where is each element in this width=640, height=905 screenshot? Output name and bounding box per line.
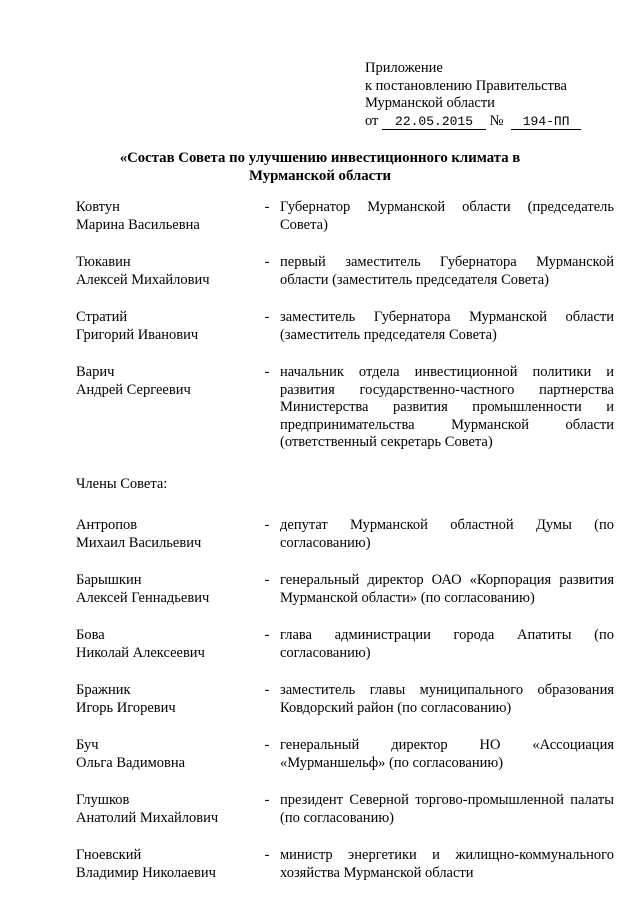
member-given-name: Алексей Михайлович bbox=[76, 271, 210, 288]
dash-separator: - bbox=[264, 364, 270, 380]
member-given-name: Ольга Вадимовна bbox=[76, 754, 186, 771]
dash-separator: - bbox=[264, 254, 270, 270]
roster-row bbox=[76, 254, 614, 289]
member-position: депутат Мурманской областной Думы (по согласованию) bbox=[280, 517, 614, 551]
dash-separator: - bbox=[264, 199, 270, 215]
member-given-name: Николай Алексеевич bbox=[76, 644, 205, 661]
attachment-line-1: Приложение bbox=[365, 60, 443, 76]
member-given-name: Анатолий Михайлович bbox=[76, 809, 219, 826]
from-label: от bbox=[365, 112, 379, 129]
member-position: начальник отдела инвестиционной политики и развития государственно-частного партнерства Министерства развития промышленности и предпринимательства Мурманской области (ответственный секретарь Совета) bbox=[280, 364, 614, 450]
member-name bbox=[76, 199, 254, 234]
dash-separator: - bbox=[264, 517, 270, 533]
member-given-name: Марина Васильевна bbox=[76, 216, 200, 233]
member-name bbox=[76, 737, 254, 772]
member-position: первый заместитель Губернатора Мурманской области (заместитель председателя Совета) bbox=[280, 254, 614, 288]
dash-separator: - bbox=[264, 737, 270, 753]
member-surname: Буч bbox=[76, 737, 99, 753]
member-surname: Стратий bbox=[76, 309, 128, 325]
member-surname: Барышкин bbox=[76, 572, 142, 588]
dash-separator: - bbox=[264, 847, 270, 863]
title-line-1: «Состав Совета по улучшению инвестиционного климата в bbox=[119, 150, 521, 166]
member-name bbox=[76, 517, 254, 552]
document-title bbox=[60, 150, 580, 185]
roster-row bbox=[76, 847, 614, 882]
member-given-name: Игорь Игоревич bbox=[76, 699, 176, 716]
roster-row bbox=[76, 309, 614, 344]
member-given-name: Михаил Васильевич bbox=[76, 534, 202, 551]
roster-row bbox=[76, 364, 614, 452]
member-position: Губернатор Мурманской области (председатель Совета) bbox=[280, 199, 614, 233]
member-surname: Варич bbox=[76, 364, 115, 380]
roster-row bbox=[76, 792, 614, 827]
member-position: президент Северной торгово-промышленной палаты (по согласованию) bbox=[280, 792, 614, 826]
resolution-number: 194-ПП bbox=[511, 114, 581, 130]
dash-separator: - bbox=[264, 309, 270, 325]
member-given-name: Алексей Геннадьевич bbox=[76, 589, 210, 606]
member-surname: Глушков bbox=[76, 792, 130, 808]
member-name bbox=[76, 627, 254, 662]
member-position: глава администрации города Апатиты (по согласованию) bbox=[280, 627, 614, 661]
member-name bbox=[76, 364, 254, 452]
members-section-label: Члены Совета: bbox=[76, 475, 168, 492]
member-given-name: Владимир Николаевич bbox=[76, 864, 216, 881]
resolution-date: 22.05.2015 bbox=[382, 114, 486, 130]
member-position: генеральный директор ОАО «Корпорация развития Мурманской области» (по согласованию) bbox=[280, 572, 614, 606]
council-roster bbox=[76, 199, 614, 882]
number-sign: № bbox=[489, 112, 504, 129]
attachment-header bbox=[365, 60, 581, 130]
member-surname: Гноевский bbox=[76, 847, 142, 863]
member-surname: Тюкавин bbox=[76, 254, 131, 270]
dash-separator: - bbox=[264, 572, 270, 588]
member-position: министр энергетики и жилищно-коммунального хозяйства Мурманской области bbox=[280, 847, 614, 881]
dash-separator: - bbox=[264, 792, 270, 808]
member-given-name: Григорий Иванович bbox=[76, 326, 199, 343]
member-name bbox=[76, 309, 254, 344]
member-position: заместитель Губернатора Мурманской области (заместитель председателя Совета) bbox=[280, 309, 614, 343]
member-position: генеральный директор НО «Ассоциация «Мурманшельф» (по согласованию) bbox=[280, 737, 614, 771]
member-position: заместитель главы муниципального образования Ковдорский район (по согласованию) bbox=[280, 682, 614, 716]
dash-separator: - bbox=[264, 682, 270, 698]
member-name bbox=[76, 572, 254, 607]
roster-row bbox=[76, 627, 614, 662]
member-name bbox=[76, 792, 254, 827]
roster-row bbox=[76, 737, 614, 772]
attachment-line-2: к постановлению Правительства bbox=[365, 77, 567, 94]
attachment-line-3: Мурманской области bbox=[365, 95, 495, 111]
roster-row bbox=[76, 572, 614, 607]
roster-row bbox=[76, 199, 614, 234]
member-surname: Ковтун bbox=[76, 199, 120, 215]
member-surname: Бражник bbox=[76, 682, 131, 698]
member-surname: Бова bbox=[76, 627, 105, 643]
roster-row bbox=[76, 682, 614, 717]
member-given-name: Андрей Сергеевич bbox=[76, 381, 191, 398]
title-line-2: Мурманской области bbox=[248, 167, 392, 184]
roster-row bbox=[76, 517, 614, 552]
member-name bbox=[76, 847, 254, 882]
member-surname: Антропов bbox=[76, 517, 138, 533]
member-name bbox=[76, 682, 254, 717]
attachment-date-line bbox=[365, 113, 581, 131]
member-name bbox=[76, 254, 254, 289]
dash-separator: - bbox=[264, 627, 270, 643]
